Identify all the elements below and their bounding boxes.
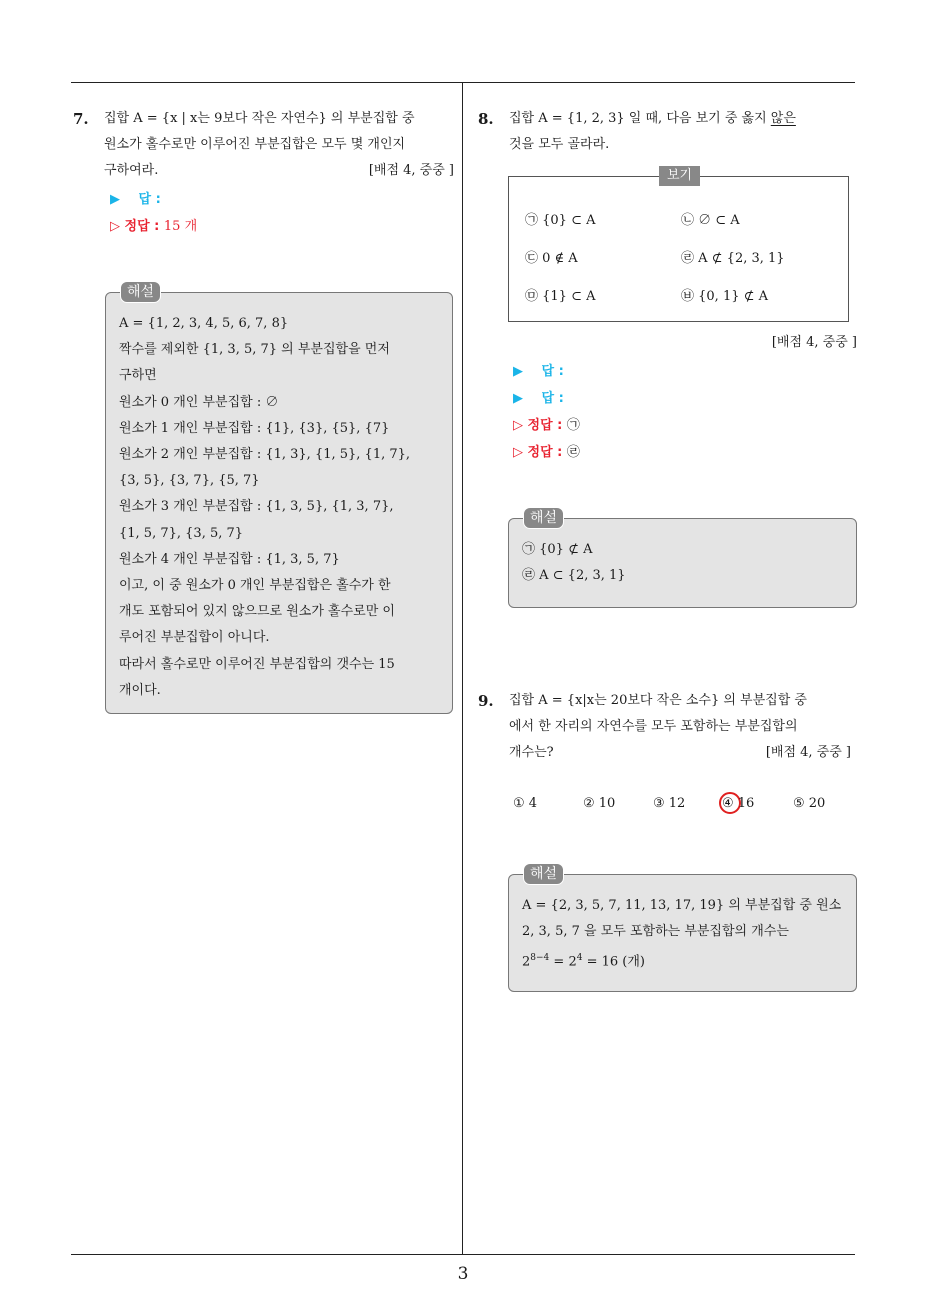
play-triangle-icon: ▶ <box>513 391 523 406</box>
explanation-line: 원소가 4 개인 부분집합 : {1, 3, 5, 7} <box>119 551 340 567</box>
question-meta: [배점 4, 중중 ] <box>368 163 454 178</box>
explanation-line: 개이다. <box>119 682 161 698</box>
explanation-line: 개도 포함되어 있지 않으므로 원소가 홀수로만 이 <box>119 604 395 620</box>
explanation-line: 루어진 부분집합이 아니다. <box>119 630 270 646</box>
explanation-line: 이고, 이 중 원소가 0 개인 부분집합은 홀수가 한 <box>119 578 391 594</box>
correct-label: 정답 : <box>527 418 563 433</box>
question-number: 7. <box>73 110 89 128</box>
q7-explanation <box>105 284 453 714</box>
q9-explanation <box>508 866 857 992</box>
question-text-line: 것을 모두 골라라. <box>509 137 610 152</box>
correct-answer-row <box>513 412 580 439</box>
explanation-line: A = {1, 2, 3, 4, 5, 6, 7, 8} <box>119 316 289 331</box>
correct-answer-row <box>110 213 197 240</box>
play-triangle-icon: ▶ <box>513 364 523 379</box>
question-text-line: 개수는? <box>509 745 554 760</box>
top-rule <box>71 82 855 83</box>
question-text-line: 구하여라. <box>104 163 159 178</box>
choice-1[interactable]: ① 4 <box>513 796 538 811</box>
choice-3[interactable]: ③ 12 <box>653 796 686 811</box>
outline-triangle-icon: ▷ <box>513 418 523 433</box>
explanation-line: A = {2, 3, 5, 7, 11, 13, 17, 19} 의 부분집합 중 원소 <box>522 898 842 913</box>
choice-4[interactable]: ④ 16 <box>722 796 755 811</box>
bogi-option: ㉥ {0, 1} ⊄ A <box>681 289 769 304</box>
question-7 <box>73 106 454 184</box>
question-text-line: 집합 A = {x|x는 20보다 작은 소수} 의 부분집합 중 <box>509 693 807 708</box>
correct-value: ㉣ <box>566 445 580 460</box>
question-number: 8. <box>478 110 494 128</box>
question-8 <box>478 106 857 158</box>
question-text-line: 집합 A = {1, 2, 3} 일 때, 다음 보기 중 옳지 않은 <box>509 111 796 126</box>
outline-triangle-icon: ▷ <box>110 219 120 234</box>
bogi-option: ㉣ A ⊄ {2, 3, 1} <box>681 251 785 266</box>
explanation-line: 2, 3, 5, 7 을 모두 포함하는 부분집합의 개수는 <box>522 924 789 940</box>
explanation-line: ㉣ A ⊂ {2, 3, 1} <box>522 568 626 584</box>
page-number: 3 <box>457 1264 469 1284</box>
explanation-line: 구하면 <box>119 368 157 384</box>
correct-value: 15 개 <box>163 219 198 234</box>
explanation-line: $2^{8-4} = 2^4 = 16$ (개) <box>522 953 645 970</box>
underlined-word: 않은 <box>770 111 796 126</box>
answer-label: 답 : <box>138 192 161 207</box>
explanation-tag: 해설 <box>523 863 564 885</box>
explanation-line: 원소가 3 개인 부분집합 : {1, 3, 5}, {1, 3, 7}, <box>119 499 394 515</box>
outline-triangle-icon: ▷ <box>513 445 523 460</box>
correct-label: 정답 : <box>527 445 563 460</box>
bogi-option: ㉠ {0} ⊂ A <box>525 213 596 228</box>
explanation-line: 원소가 1 개인 부분집합 : {1}, {3}, {5}, {7} <box>119 420 390 436</box>
q8-meta-row <box>509 330 857 356</box>
bogi-option: ㉢ 0 ∉ A <box>525 251 578 266</box>
correct-label: 정답 : <box>124 219 160 234</box>
q7-answer-area <box>110 186 197 240</box>
correct-value: ㉠ <box>566 418 580 433</box>
answer-row <box>513 358 580 385</box>
choice-5[interactable]: ⑤ 20 <box>793 796 826 811</box>
question-number: 9. <box>478 692 494 710</box>
answer-row <box>513 385 580 412</box>
bottom-rule <box>71 1254 855 1255</box>
explanation-line: 원소가 0 개인 부분집합 : ∅ <box>119 394 279 410</box>
explanation-line: ㉠ {0} ⊄ A <box>522 542 593 557</box>
explanation-tag: 해설 <box>523 507 564 529</box>
bogi-option: ㉡ ∅ ⊂ A <box>681 213 740 228</box>
play-triangle-icon: ▶ <box>110 192 120 207</box>
q8-answer-area <box>513 358 580 466</box>
question-9 <box>478 688 857 766</box>
question-meta: [배점 4, 중중 ] <box>771 335 857 350</box>
answer-row <box>110 186 197 213</box>
explanation-tag: 해설 <box>120 281 161 303</box>
question-text-line: 원소가 홀수로만 이루어진 부분집합은 모두 몇 개인지 <box>104 137 406 152</box>
answer-label: 답 : <box>541 364 564 379</box>
bogi-option: ㉤ {1} ⊂ A <box>525 289 596 304</box>
column-divider <box>462 83 463 1255</box>
question-meta: [배점 4, 중중 ] <box>765 745 851 760</box>
q8-explanation <box>508 510 857 608</box>
explanation-line: 짝수를 제외한 {1, 3, 5, 7} 의 부분집합을 먼저 <box>119 342 390 358</box>
bogi-tag: 보기 <box>659 166 700 186</box>
question-text-line: 집합 A = {x | x는 9보다 작은 자연수} 의 부분집합 중 <box>104 111 415 126</box>
explanation-line: 원소가 2 개인 부분집합 : {1, 3}, {1, 5}, {1, 7}, <box>119 447 411 463</box>
correct-answer-row <box>513 439 580 466</box>
bogi-box <box>508 168 849 322</box>
explanation-line: {1, 5, 7}, {3, 5, 7} <box>119 525 244 541</box>
choice-2[interactable]: ② 10 <box>583 796 616 811</box>
explanation-line: 따라서 홀수로만 이루어진 부분집합의 갯수는 15 <box>119 656 395 672</box>
question-text-line: 에서 한 자리의 자연수를 모두 포함하는 부분집합의 <box>509 719 798 734</box>
answer-label: 답 : <box>541 391 564 406</box>
explanation-line: {3, 5}, {3, 7}, {5, 7} <box>119 473 260 489</box>
